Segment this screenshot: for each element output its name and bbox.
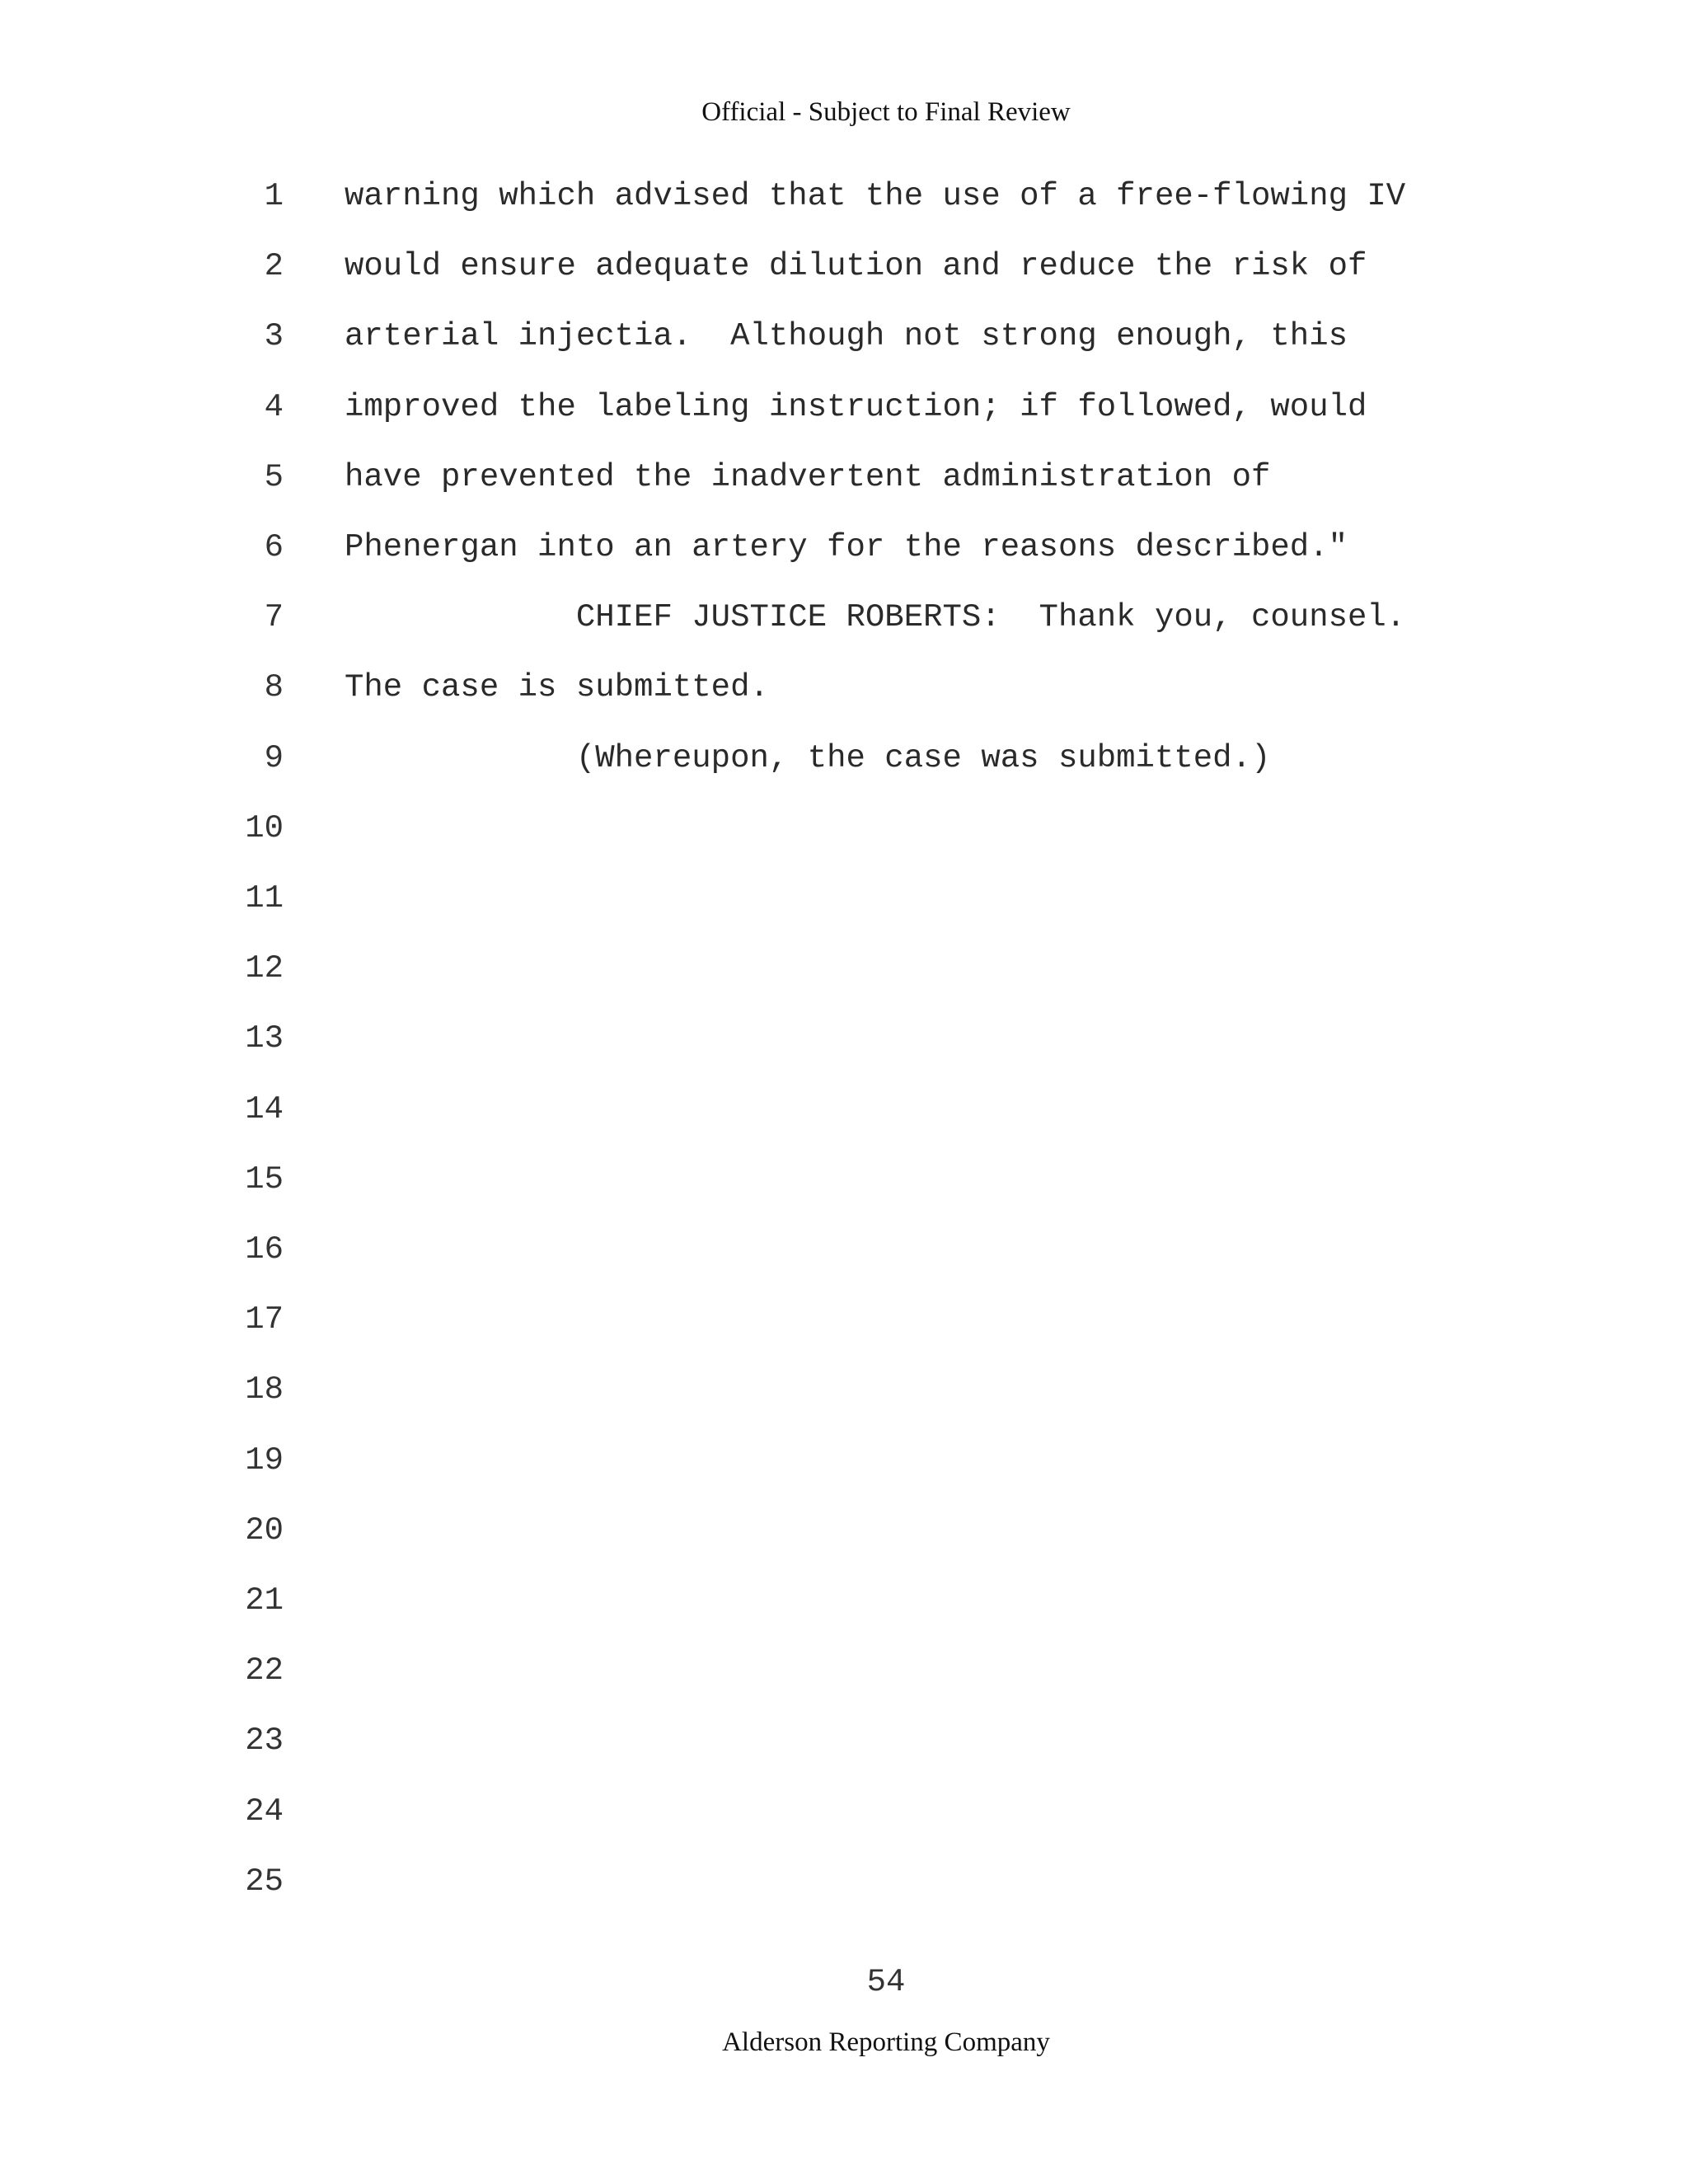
line-number: 1 [264, 178, 284, 214]
line-number: 8 [264, 669, 284, 706]
line-text: (Whereupon, the case was submitted.) [345, 739, 1271, 776]
line-number: 22 [245, 1652, 284, 1690]
line-text: The case is submitted. [345, 669, 769, 706]
line-number: 25 [245, 1863, 284, 1900]
line-number: 17 [245, 1301, 284, 1338]
line-number: 14 [245, 1090, 284, 1127]
line-text: Phenergan into an artery for the reasons described." [345, 529, 1348, 565]
page-footer: Alderson Reporting Company [722, 2027, 1050, 2057]
line-number: 24 [245, 1793, 284, 1830]
line-number: 12 [245, 950, 284, 987]
line-number: 2 [264, 248, 284, 285]
line-number: 7 [264, 599, 284, 636]
line-number: 3 [264, 318, 284, 355]
line-number: 19 [245, 1441, 284, 1479]
line-number: 18 [245, 1371, 284, 1408]
line-text: improved the labeling instruction; if followed, would [345, 388, 1367, 425]
line-number: 6 [264, 529, 284, 565]
line-number: 10 [245, 809, 284, 846]
page-number: 54 [866, 1964, 906, 2000]
page-header: Official - Subject to Final Review [701, 97, 1071, 127]
line-number: 23 [245, 1722, 284, 1760]
line-text: arterial injectia. Although not strong enough, this [345, 318, 1348, 355]
line-number: 4 [264, 388, 284, 425]
line-number: 16 [245, 1231, 284, 1268]
line-text: have prevented the inadvertent administration of [345, 458, 1271, 495]
line-number: 5 [264, 458, 284, 495]
line-text: CHIEF JUSTICE ROBERTS: Thank you, counsel. [345, 599, 1406, 636]
line-text: would ensure adequate dilution and reduce the risk of [345, 248, 1367, 285]
line-number: 9 [264, 739, 284, 776]
line-number: 21 [245, 1582, 284, 1619]
line-text: warning which advised that the use of a free-flowing IV [345, 178, 1406, 214]
line-number: 20 [245, 1511, 284, 1549]
line-number: 15 [245, 1160, 284, 1197]
line-number: 11 [245, 880, 284, 916]
line-number: 13 [245, 1020, 284, 1057]
